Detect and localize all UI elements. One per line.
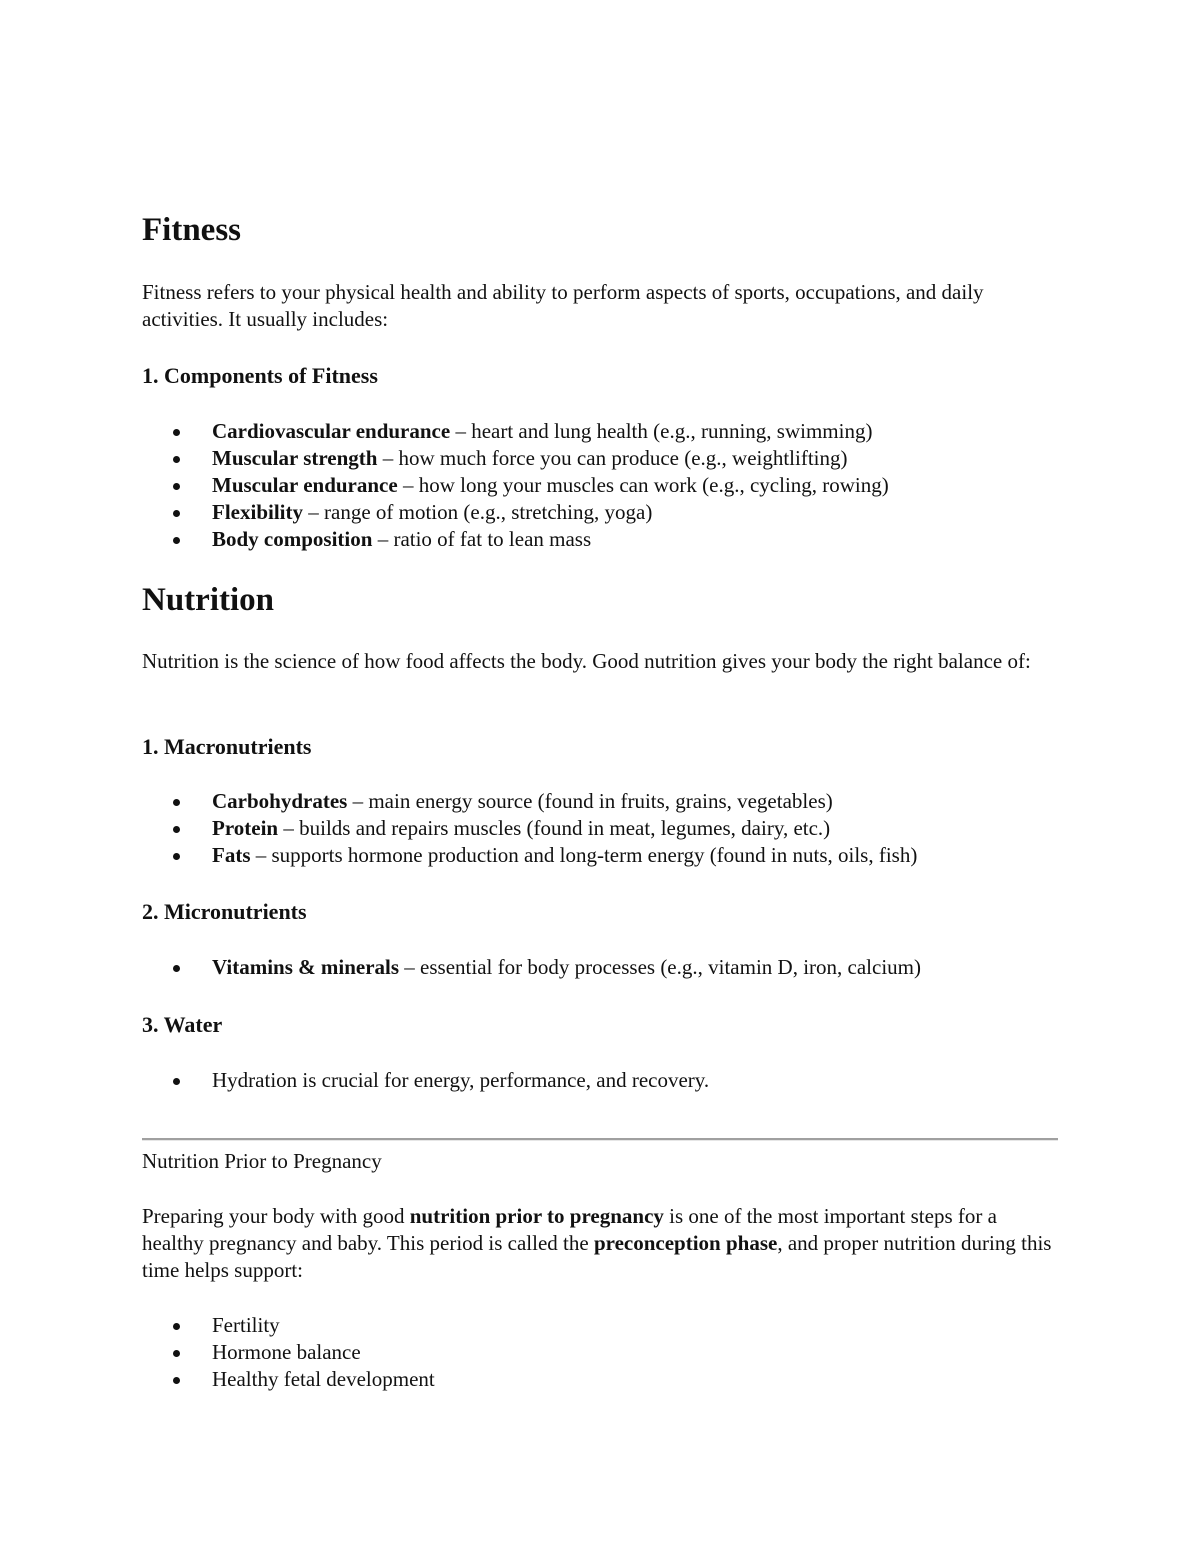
bullet-icon xyxy=(173,799,180,806)
pregnancy-bold-term-2: preconception phase xyxy=(593,1231,778,1255)
bullet-icon xyxy=(173,1377,180,1384)
horizontal-divider xyxy=(142,1138,1058,1141)
list-item-term: Fats xyxy=(212,843,251,867)
list-item-desc: – how much force you can produce (e.g., weightlifting) xyxy=(377,446,848,470)
bullet-icon xyxy=(173,965,180,972)
list-item-term: Body composition xyxy=(212,527,373,551)
list-item-term: Protein xyxy=(212,816,279,840)
pregnancy-text-part2: is one of the most important steps for a healthy pregnancy and baby. This period is called the xyxy=(142,1204,997,1255)
nutrition-title: Nutrition xyxy=(142,582,274,618)
bullet-icon xyxy=(173,483,180,490)
pregnancy-title: Nutrition Prior to Pregnancy xyxy=(142,1149,382,1173)
list-item xyxy=(142,1339,1058,1366)
list-item xyxy=(142,445,1058,472)
list-item xyxy=(142,499,1058,526)
bullet-icon xyxy=(173,826,180,833)
bullet-icon xyxy=(173,537,180,544)
list-item-term: Vitamins & minerals xyxy=(212,955,400,979)
components-list xyxy=(142,418,1058,553)
pregnancy-bold-term-1: nutrition prior to pregnancy xyxy=(409,1204,664,1228)
list-item-desc: – supports hormone production and long-term energy (found in nuts, oils, fish) xyxy=(250,843,918,867)
list-item-text: Healthy fetal development xyxy=(212,1367,435,1391)
bullet-icon xyxy=(173,1078,180,1085)
components-heading: 1. Components of Fitness xyxy=(142,363,378,388)
pregnancy-supports-list xyxy=(142,1312,1058,1393)
list-item-text: Hormone balance xyxy=(212,1340,361,1364)
pregnancy-text-part1: Preparing your body with good xyxy=(142,1204,410,1228)
list-item xyxy=(142,788,1058,815)
bullet-icon xyxy=(173,1323,180,1330)
list-item-term: Carbohydrates xyxy=(212,789,348,813)
list-item-desc: – heart and lung health (e.g., running, swimming) xyxy=(450,419,873,443)
bullet-icon xyxy=(173,429,180,436)
fitness-title: Fitness xyxy=(142,212,241,248)
pregnancy-text-part3: , and proper nutrition during this time helps support: xyxy=(142,1231,1052,1282)
list-item xyxy=(142,472,1058,499)
list-item-desc: – how long your muscles can work (e.g., cycling, rowing) xyxy=(397,473,889,497)
macronutrients-heading: 1. Macronutrients xyxy=(142,734,312,759)
list-item-term: Cardiovascular endurance xyxy=(212,419,451,443)
list-item xyxy=(142,1366,1058,1393)
list-item xyxy=(142,842,1058,869)
list-item-desc: – ratio of fat to lean mass xyxy=(372,527,592,551)
bullet-icon xyxy=(173,853,180,860)
micronutrients-list xyxy=(142,954,1058,981)
nutrition-intro: Nutrition is the science of how food affects the body. Good nutrition gives your body the right balance of: xyxy=(142,649,1031,673)
list-item xyxy=(142,418,1058,445)
list-item-desc: – main energy source (found in fruits, grains, vegetables) xyxy=(347,789,833,813)
pregnancy-paragraph xyxy=(142,1203,1058,1284)
water-list xyxy=(142,1067,1058,1094)
list-item xyxy=(142,1067,1058,1094)
list-item-desc: – builds and repairs muscles (found in meat, legumes, dairy, etc.) xyxy=(278,816,831,840)
bullet-icon xyxy=(173,510,180,517)
water-heading: 3. Water xyxy=(142,1012,223,1037)
macronutrients-list xyxy=(142,788,1058,869)
bullet-icon xyxy=(173,456,180,463)
list-item-text: Hydration is crucial for energy, performance, and recovery. xyxy=(212,1068,710,1092)
list-item-term: Flexibility xyxy=(212,500,303,524)
list-item xyxy=(142,954,1058,981)
fitness-intro: Fitness refers to your physical health and ability to perform aspects of sports, occupations, and daily activities. It usually includes: xyxy=(142,280,984,331)
list-item-text: Fertility xyxy=(212,1313,280,1337)
list-item-term: Muscular endurance xyxy=(212,473,398,497)
list-item xyxy=(142,815,1058,842)
list-item xyxy=(142,526,1058,553)
micronutrients-heading: 2. Micronutrients xyxy=(142,899,307,924)
list-item-term: Muscular strength xyxy=(212,446,378,470)
list-item xyxy=(142,1312,1058,1339)
list-item-desc: – range of motion (e.g., stretching, yoga) xyxy=(303,500,653,524)
list-item-desc: – essential for body processes (e.g., vitamin D, iron, calcium) xyxy=(399,955,921,979)
bullet-icon xyxy=(173,1350,180,1357)
